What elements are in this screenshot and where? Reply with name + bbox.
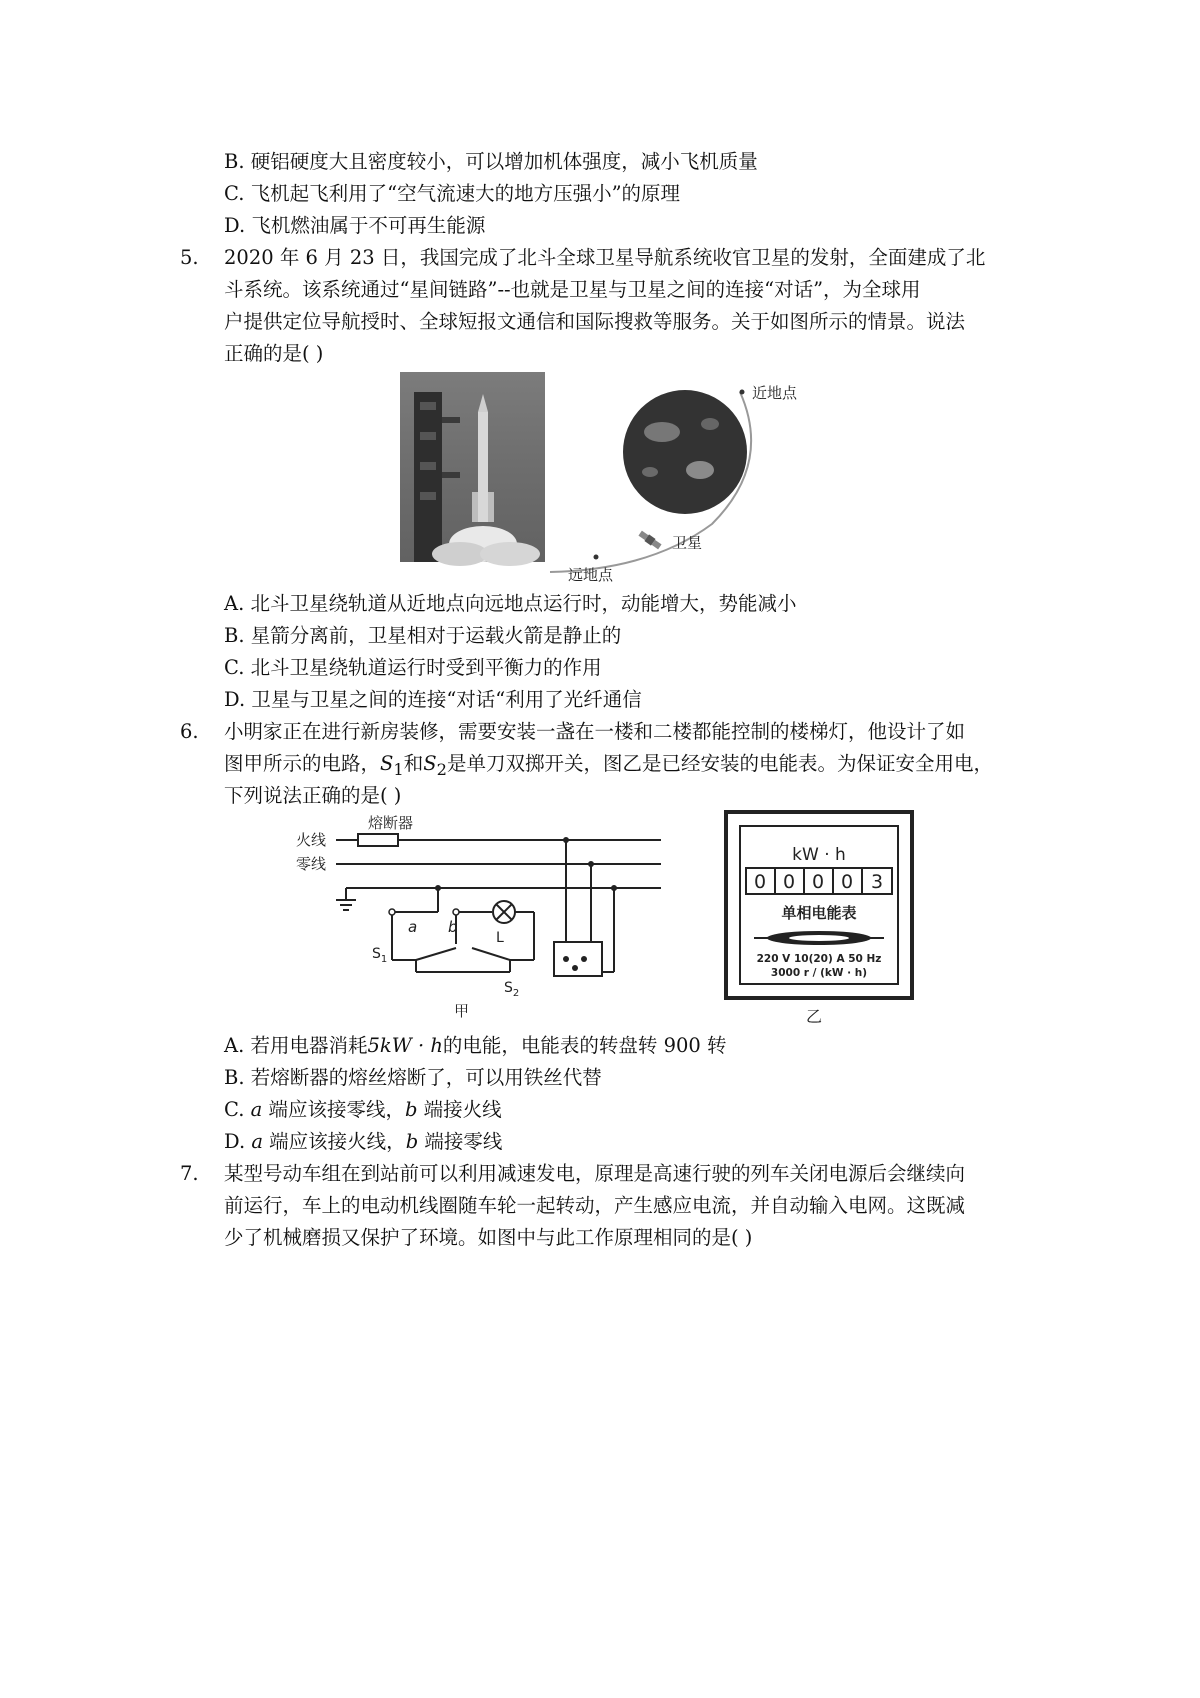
q6-and: 和	[403, 752, 424, 775]
q6-option-d	[224, 1126, 502, 1158]
q5-figure	[400, 372, 810, 592]
q6-option-c-mid: 端应该接零线，	[262, 1098, 405, 1121]
q6-line2-part-a: 图甲所示的电路，	[224, 752, 381, 775]
q6-line2-part-b: 是单刀双掷开关，图乙是已经安装的电能表。为保证安全用电，	[446, 752, 993, 775]
q6-s1-subscript: 1	[393, 759, 404, 779]
q6-option-c-var-b: b	[404, 1098, 418, 1121]
q7-text-line-3: 少了机械磨损又保护了环境。如图中与此工作原理相同的是( )	[224, 1226, 753, 1249]
q6-number: 6.	[180, 720, 199, 743]
terminal-b-label: b	[448, 918, 458, 936]
q6-s2-subscript: 2	[436, 759, 447, 779]
q5-text-line-3: 户提供定位导航授时、全球短报文通信和国际搜救等服务。关于如图所示的情景。说法	[224, 310, 966, 333]
q6-option-d-end: 端接零线	[418, 1130, 503, 1153]
q5-option-b: B. 星箭分离前，卫星相对于运载火箭是静止的	[224, 624, 622, 647]
q6-option-d-var-a: a	[251, 1130, 263, 1153]
live-wire-label: 火线	[296, 831, 327, 849]
q6-option-a-math: 5kW · h	[367, 1034, 443, 1057]
meter-caption: 乙	[805, 1007, 823, 1026]
fuse-label: 熔断器	[368, 814, 414, 832]
perigee-dot	[740, 390, 745, 395]
meter-digit-3: 0	[811, 871, 825, 893]
meter-title: 单相电能表	[781, 904, 857, 922]
q6-option-c-var-a: a	[250, 1098, 263, 1121]
q6-option-d-var-b: b	[405, 1130, 419, 1153]
q5-option-a: A. 北斗卫星绕轨道从近地点向远地点运行时，动能增大，势能减小	[224, 592, 797, 615]
terminal-a-label: a	[408, 918, 418, 936]
q5-option-c: C. 北斗卫星绕轨道运行时受到平衡力的作用	[224, 656, 602, 679]
q6-text-line-1: 小明家正在进行新房装修，需要安装一盏在一楼和二楼都能控制的楼梯灯，他设计了如	[224, 720, 966, 743]
circuit-svg	[296, 812, 666, 1022]
satellite-icon	[638, 530, 662, 550]
meter-spec-rating: 220 V 10(20) A 50 Hz	[756, 953, 882, 965]
q5-option-d: D. 卫星与卫星之间的连接“对话“利用了光纤通信	[224, 688, 642, 711]
q5-figure-svg	[400, 372, 810, 592]
q4-option-c: C. 飞机起飞利用了“空气流速大的地方压强小”的原理	[224, 182, 681, 205]
q5-number: 5.	[180, 246, 199, 269]
apogee-dot	[594, 555, 599, 560]
q6-text-line-3: 下列说法正确的是( )	[224, 784, 402, 807]
q7-text-line-2: 前运行，车上的电动机线圈随车轮一起转动，产生感应电流，并自动输入电网。这既减	[224, 1194, 966, 1217]
q6-option-c-end: 端接火线	[417, 1098, 502, 1121]
q6-option-d-prefix: D.	[224, 1130, 252, 1153]
q6-meter-figure	[724, 810, 914, 1028]
meter-digit-1: 0	[753, 871, 767, 893]
q6-option-a	[224, 1030, 727, 1062]
q6-option-c	[224, 1094, 502, 1126]
meter-digit-4: 0	[840, 871, 854, 893]
q6-s2-symbol: S	[423, 752, 437, 775]
perigee-label: 近地点	[752, 384, 798, 402]
meter-digit-2: 0	[782, 871, 796, 893]
earth-globe	[623, 390, 747, 514]
q4-option-d: D. 飞机燃油属于不可再生能源	[224, 214, 486, 237]
q6-option-a-pre: A. 若用电器消耗	[224, 1034, 368, 1057]
q6-option-b: B. 若熔断器的熔丝熔断了，可以用铁丝代替	[224, 1066, 602, 1089]
meter-svg	[724, 810, 914, 1028]
switch-s2-label: $S_2$	[504, 980, 520, 999]
rocket-photo	[400, 372, 545, 566]
switch-s1-label: $S_1$	[372, 946, 388, 965]
lamp-label: L	[496, 930, 504, 946]
meter-unit: kW · h	[792, 845, 846, 865]
q5-text-line-4: 正确的是( )	[224, 342, 324, 365]
q6-option-c-prefix: C.	[224, 1098, 251, 1121]
neutral-wire-label: 零线	[296, 855, 327, 873]
q6-s1-symbol: S	[380, 752, 394, 775]
q7-number: 7.	[180, 1162, 199, 1185]
circuit-caption: 甲	[454, 1002, 470, 1020]
q6-option-d-mid: 端应该接火线，	[262, 1130, 406, 1153]
q7-text-line-1: 某型号动车组在到站前可以利用减速发电，原理是高速行驶的列车关闭电源后会继续向	[224, 1162, 966, 1185]
q6-circuit-figure	[296, 812, 666, 1022]
meter-spec-constant: 3000 r / (kW · h)	[770, 967, 868, 979]
q5-text-line-2: 斗系统。该系统通过“星间链路”--也就是卫星与卫星之间的连接“对话”，为全球用	[224, 278, 921, 301]
q6-option-a-post: 的电能，电能表的转盘转 900 转	[442, 1034, 727, 1057]
q5-text-line-1: 2020 年 6 月 23 日，我国完成了北斗全球卫星导航系统收官卫星的发射，全面建成了北	[224, 246, 986, 269]
q4-option-b: B. 硬铝硬度大且密度较小，可以增加机体强度，减小飞机质量	[224, 150, 758, 173]
meter-digit-5: 3	[870, 871, 884, 893]
satellite-label: 卫星	[672, 534, 703, 552]
apogee-label: 远地点	[568, 566, 614, 584]
